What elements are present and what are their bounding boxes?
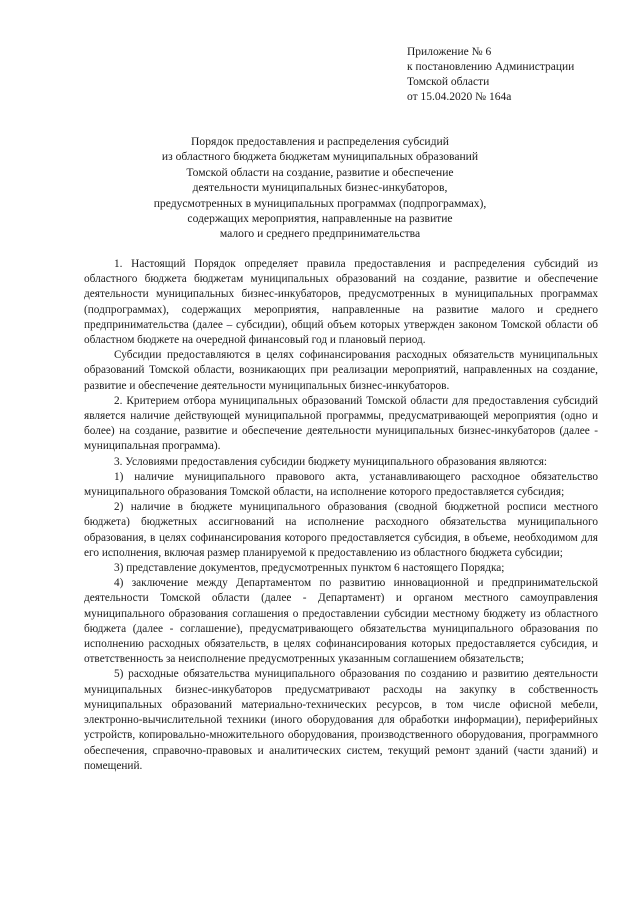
condition-5: 5) расходные обязательства муниципального образования по созданию и развитию деятельности муниципальных бизнес-инкубаторов предусматривают расходы на закупку в собственность муниципальных образований материально-технических ресурсов, в том числе офисной мебели, электронно-вычислительной техники (иного оборудования для обработки информации), периферийных устройств, копировально-множительного оборудования, производственного оборудования, программного обеспечения, справочно-правовых и аналитических систем, текущий ремонт зданий (части зданий) и помещений. bbox=[84, 668, 598, 772]
document-title bbox=[120, 134, 520, 242]
title-line: из областного бюджета бюджетам муниципальных образований bbox=[161, 150, 479, 164]
title-line: Томской области на создание, развитие и обеспечение bbox=[186, 165, 454, 179]
condition-2: 2) наличие в бюджете муниципального образования (сводной бюджетной росписи местного бюджета) бюджетных ассигнований на исполнение расходного обязательства муниципального образования, в целях софинансирования которого предоставляется субсидия, в объеме, необходимом для его исполнения, включая размер планируемой к предоставлению из областного бюджета субсидии; bbox=[84, 501, 598, 559]
title-line: содержащих мероприятия, направленные на развитие bbox=[187, 212, 453, 226]
paragraph-1: 1. Настоящий Порядок определяет правила предоставления и распределения субсидий из областного бюджета бюджетам муниципальных образований на создание, развитие и обеспечение деятельности муниципальных бизнес-инкубаторов, предусмотренных в муниципальных программах (подпрограммах), содержащих мероприятия, направленные на развитие малого и среднего предпринимательства (далее – субсидии), общий объем которых утвержден законом Томской области об областном бюджете на очередной финансовый год и плановый период. bbox=[84, 258, 598, 347]
paragraph-2: 2. Критерием отбора муниципальных образований Томской области для предоставления субсидий является наличие действующей муниципальной программы, предусматривающей мероприятия (одно и более) на создание, развитие и обеспечение деятельности муниципальных бизнес-инкубаторов (далее - муниципальная программа). bbox=[84, 394, 598, 453]
condition-3: 3) представление документов, предусмотренных пунктом 6 настоящего Порядка; bbox=[114, 562, 505, 575]
title-line: Порядок предоставления и распределения субсидий bbox=[191, 135, 449, 148]
condition-1: 1) наличие муниципального правового акта, устанавливающего расходное обязательство муниципального образования Томской области, на исполнение которого предоставляется субсидия; bbox=[84, 470, 598, 499]
title-line: предусмотренных в муниципальных программах (подпрограммах), bbox=[153, 196, 487, 210]
paragraph-3: 3. Условиями предоставления субсидии бюджету муниципального образования являются: bbox=[114, 455, 548, 468]
annex-date: от 15.04.2020 № 164а bbox=[407, 91, 512, 103]
annex-region: Томской области bbox=[407, 76, 490, 88]
document-body bbox=[84, 257, 598, 774]
annex-number: Приложение № 6 bbox=[407, 46, 492, 58]
title-line: малого и среднего предпринимательства bbox=[219, 227, 421, 241]
condition-4: 4) заключение между Департаментом по развитию инновационной и предпринимательской деятельности Томской области (далее - Департамент) и органом местного самоуправления муниципального образования соглашения о предоставлении субсидии местному бюджету из областного бюджета (далее - соглашение), предусматривающего обязательства муниципального образования по исполнению расходных обязательств, в целях софинансирования которых предоставляется субсидия, и ответственность за неисполнение предусмотренных указанным соглашением обязательств; bbox=[84, 577, 598, 666]
annex-header bbox=[407, 45, 574, 105]
paragraph-subsidy-purpose: Субсидии предоставляются в целях софинансирования расходных обязательств муниципальных образований Томской области, возникающих при реализации мероприятий, направленных на создание, развитие и обеспечение деятельности муниципальных бизнес-инкубаторов. bbox=[84, 349, 598, 392]
title-line: деятельности муниципальных бизнес-инкубаторов, bbox=[192, 181, 448, 195]
annex-resolution: к постановлению Администрации bbox=[407, 61, 575, 73]
